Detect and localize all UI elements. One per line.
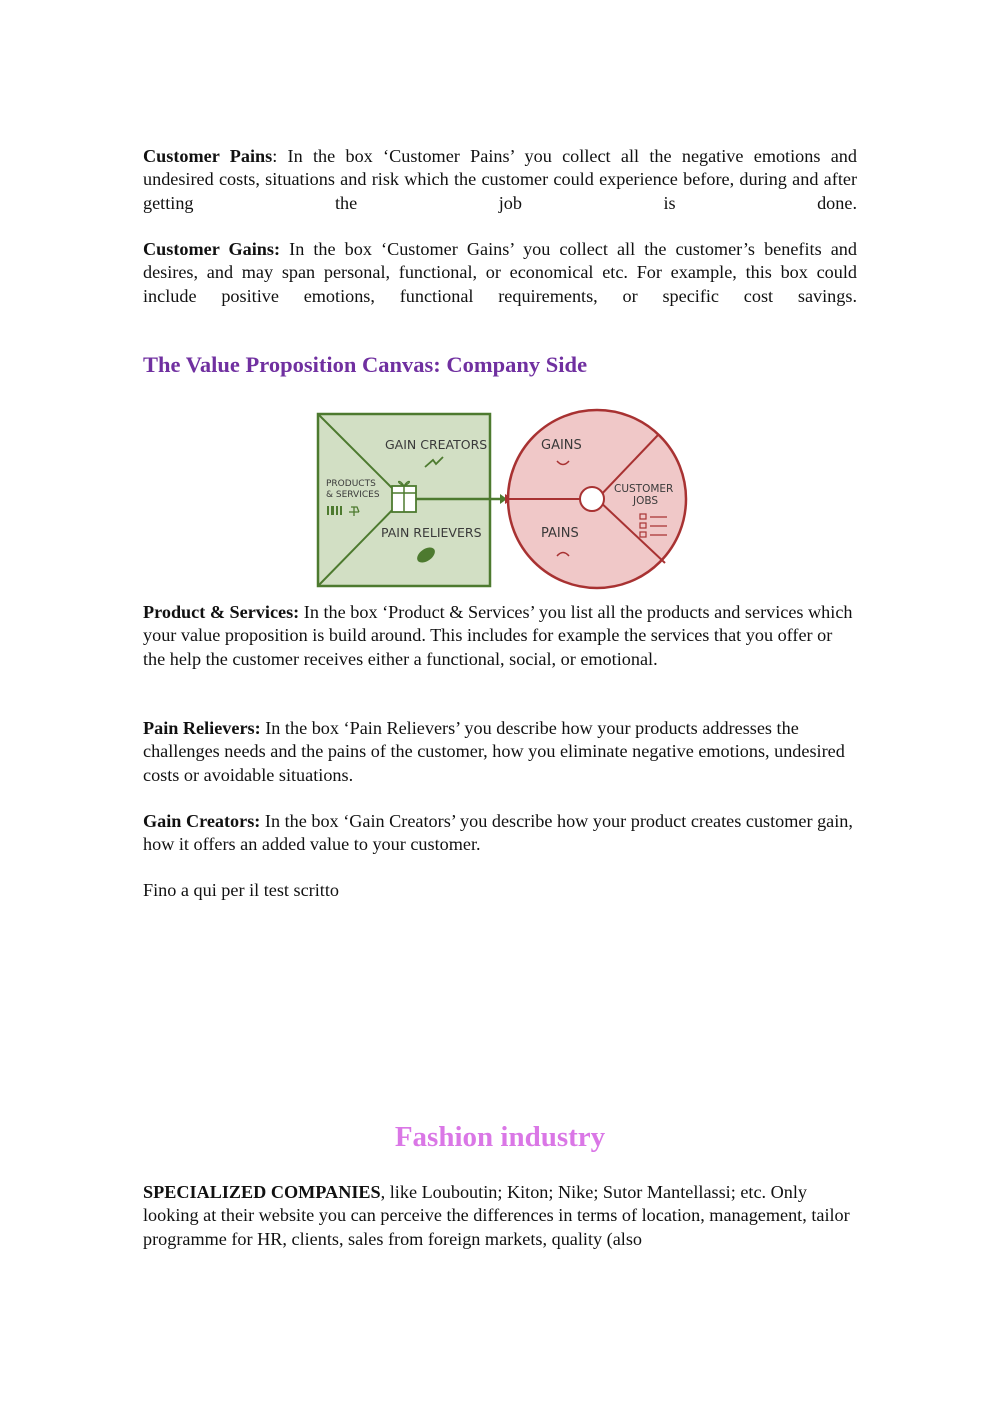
gains-label: GAINS (541, 438, 582, 453)
specialized-companies-text: , like Louboutin; Kiton; Nike; Sutor Mantellassi; etc. Only looking at their website you can perceive the differences in terms of location, management, tailor programme for HR, clients, sales from foreign markets, quality (also (143, 1182, 850, 1249)
gain-creators-text: In the box ‘Gain Creators’ you describe how your product creates customer gain, how it offers an added value to your customer. (143, 811, 853, 855)
customer-pains-paragraph (143, 145, 857, 238)
products-services-term: Product & Services: (143, 602, 300, 622)
gift-icon (392, 481, 416, 512)
pain-relievers-paragraph (143, 717, 857, 787)
pain-relievers-text: In the box ‘Pain Relievers’ you describe how your products addresses the challenges needs and the pains of the customer, how you eliminate negative emotions, undesired costs or avoidable situations. (143, 718, 845, 785)
value-map-square (318, 414, 507, 586)
specialized-companies-term: SPECIALIZED COMPANIES (143, 1182, 381, 1202)
products-label-line1: PRODUCTS (326, 479, 376, 489)
gain-creators-label: GAIN CREATORS (385, 437, 488, 452)
customer-jobs-line1: CUSTOMER (614, 483, 674, 495)
pain-relievers-term: Pain Relievers: (143, 718, 261, 738)
customer-profile-circle (505, 410, 686, 588)
customer-pains-text: : In the box ‘Customer Pains’ you collect all the negative emotions and undesired costs, situations and risk which the customer could experience before, during and after getting the job is done. (143, 146, 857, 213)
customer-gains-term: Customer Gains: (143, 239, 281, 259)
products-services-paragraph (143, 601, 857, 671)
customer-jobs-line2: JOBS (633, 495, 659, 507)
specialized-companies-paragraph (143, 1181, 857, 1251)
pains-label: PAINS (541, 526, 579, 541)
fashion-heading: Fashion industry (394, 1121, 606, 1153)
customer-gains-paragraph (143, 238, 857, 331)
section-heading: The Value Proposition Canvas: Company Side (143, 352, 588, 377)
test-note: Fino a qui per il test scritto (143, 880, 339, 900)
value-proposition-canvas-figure (315, 404, 689, 590)
customer-gains-text: In the box ‘Customer Gains’ you collect all the customer’s benefits and desires, and may span personal, functional, or economical etc. For example, this box could include positive emotions, functional requirements, or specific cost savings. (143, 239, 857, 306)
customer-pains-term: Customer Pains (143, 146, 273, 166)
pain-relievers-label: PAIN RELIEVERS (381, 525, 482, 540)
products-services-text: In the box ‘Product & Services’ you list all the products and services which your value proposition is build around. This includes for example the services that you offer or the help the customer receives either a functional, social, or emotional. (143, 602, 853, 669)
gain-creators-term: Gain Creators: (143, 811, 261, 831)
customer-head-icon (580, 487, 604, 511)
products-label-line2: & SERVICES (326, 490, 380, 500)
gain-creators-paragraph (143, 810, 857, 857)
